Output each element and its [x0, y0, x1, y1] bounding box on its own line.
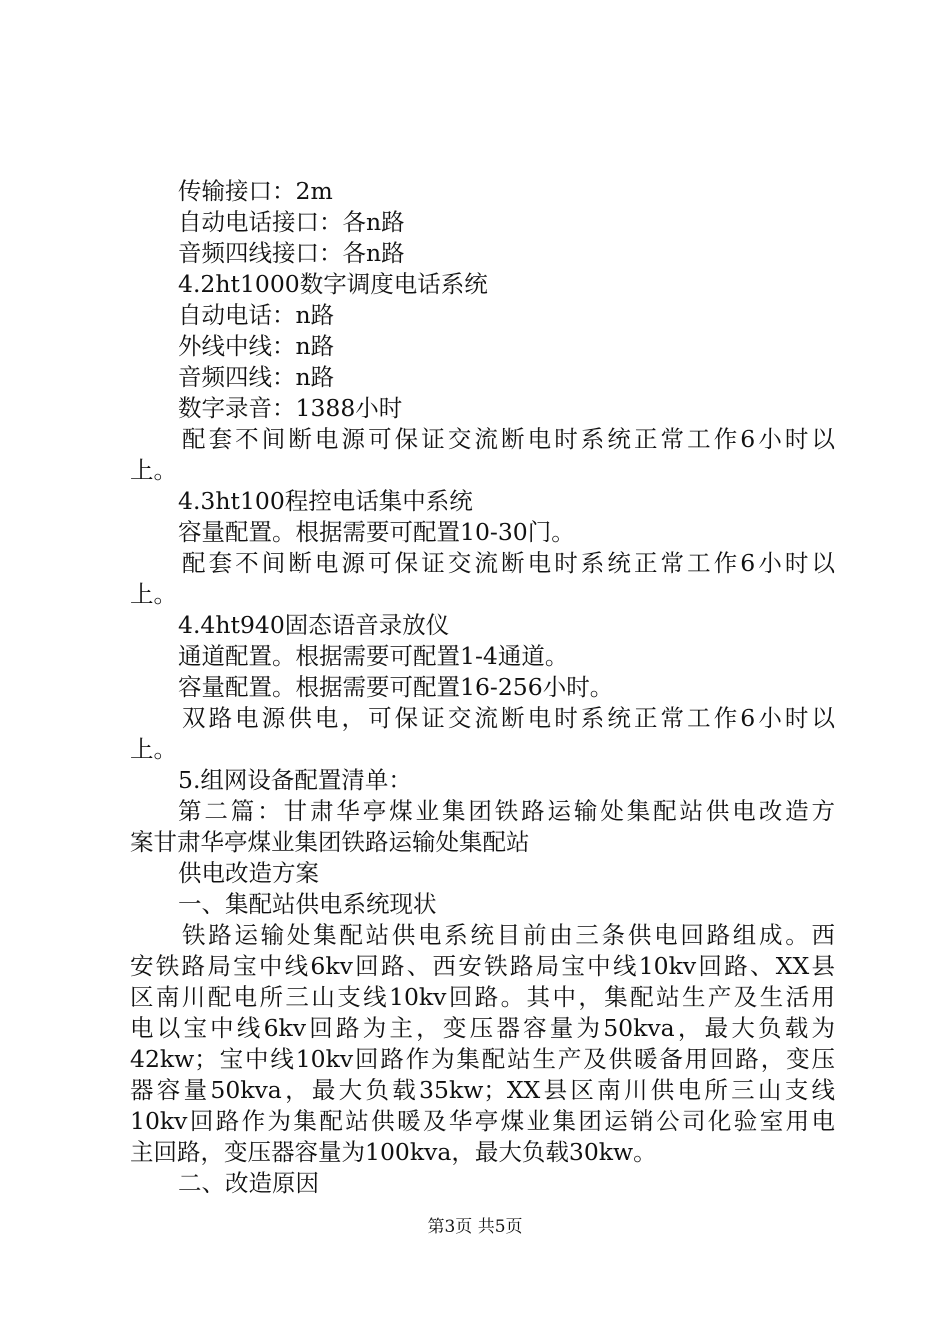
text-line: 主回路，变压器容量为100kva，最大负载30kw。: [130, 1138, 657, 1166]
text-line: 双路电源供电，可保证交流断电时系统正常工作6小时以: [182, 704, 835, 732]
page-footer: 第3页 共5页: [427, 1217, 523, 1237]
text-line: 铁路运输处集配站供电系统目前由三条供电回路组成。西: [182, 921, 835, 949]
text-line: 自动电话：n路: [178, 301, 335, 329]
text-line: 器容量50kva，最大负载35kw；XX县区南川供电所三山支线: [130, 1076, 835, 1104]
section-heading: 4.4ht940固态语音录放仪: [178, 611, 450, 639]
text-line: 供电改造方案: [178, 859, 319, 887]
text-line: 通道配置。根据需要可配置1-4通道。: [178, 642, 569, 670]
text-line: 上。: [130, 735, 177, 763]
text-line: 数字录音：1388小时: [178, 394, 403, 422]
text-line: 42kw；宝中线10kv回路作为集配站生产及供暖备用回路，变压: [130, 1045, 835, 1073]
text-line: 电以宝中线6kv回路为主，变压器容量为50kva，最大负载为: [130, 1014, 835, 1042]
section-heading: 一、集配站供电系统现状: [178, 890, 437, 918]
text-line: 配套不间断电源可保证交流断电时系统正常工作6小时以: [182, 425, 835, 453]
text-line: 配套不间断电源可保证交流断电时系统正常工作6小时以: [182, 549, 835, 577]
text-line: 音频四线：n路: [178, 363, 335, 391]
document-body: [130, 176, 835, 1199]
text-line: 上。: [130, 456, 177, 484]
text-line: 传输接口：2m: [178, 177, 333, 205]
section-heading: 4.2ht1000数字调度电话系统: [178, 270, 488, 298]
text-line: 音频四线接口：各n路: [178, 239, 405, 267]
text-line: 容量配置。根据需要可配置10-30门。: [178, 518, 575, 546]
text-line: 上。: [130, 580, 177, 608]
section-heading: 4.3ht100程控电话集中系统: [178, 487, 473, 515]
chapter-title: 案甘肃华亭煤业集团铁路运输处集配站: [130, 828, 530, 856]
text-line: 自动电话接口：各n路: [178, 208, 405, 236]
text-line: 区南川配电所三山支线10kv回路。其中，集配站生产及生活用: [130, 983, 835, 1011]
chapter-title: 第二篇：甘肃华亭煤业集团铁路运输处集配站供电改造方: [178, 797, 835, 825]
text-line: 10kv回路作为集配站供暖及华亭煤业集团运销公司化验室用电: [130, 1107, 835, 1135]
section-heading: 5.组网设备配置清单：: [178, 766, 412, 794]
text-line: 容量配置。根据需要可配置16-256小时。: [178, 673, 614, 701]
section-heading: 二、改造原因: [178, 1169, 319, 1197]
text-line: 外线中线：n路: [178, 332, 335, 360]
text-line: 安铁路局宝中线6kv回路、西安铁路局宝中线10kv回路、XX县: [130, 952, 835, 980]
